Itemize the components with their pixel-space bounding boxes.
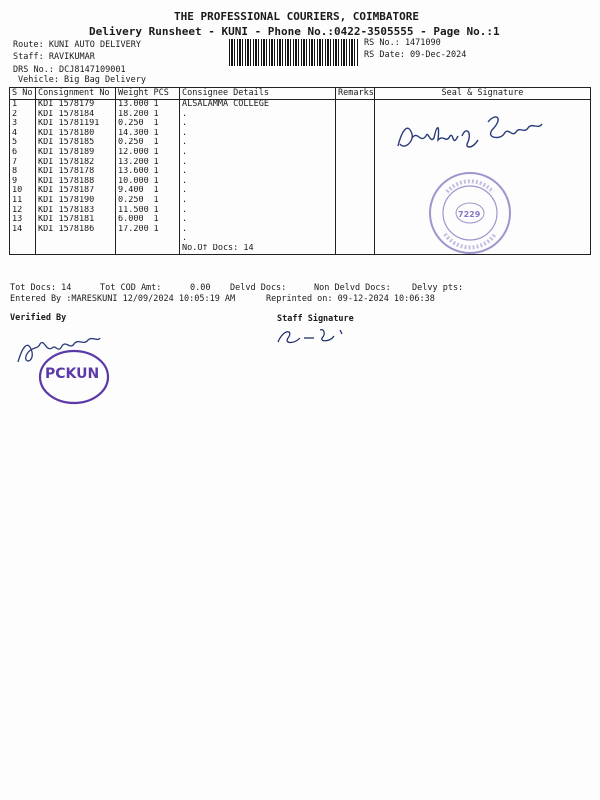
row-remarks	[336, 206, 375, 216]
row-consignee: .	[180, 215, 336, 225]
row-consignee: ALSALAMMA COLLEGE	[180, 100, 336, 110]
row-consignment	[36, 234, 116, 244]
row-remarks	[336, 158, 375, 168]
company-name: THE PROFESSIONAL COURIERS, COIMBATORE	[174, 10, 420, 23]
col-weight: Weight	[116, 88, 152, 100]
row-consignment: KDI 15781191	[36, 119, 116, 129]
row-consignment: KDI 1578187	[36, 186, 116, 196]
row-remarks	[336, 148, 375, 158]
row-pcs: 1	[152, 148, 180, 158]
row-consignee: .	[180, 158, 336, 168]
row-pcs: 1	[152, 167, 180, 177]
row-remarks	[336, 138, 375, 148]
row-pcs: 1	[152, 138, 180, 148]
row-sno: 11	[10, 196, 36, 206]
row-weight: 13.000	[116, 100, 152, 110]
row-consignment: KDI 1578180	[36, 129, 116, 139]
row-sno: 9	[10, 177, 36, 187]
row-consignment: KDI 1578188	[36, 177, 116, 187]
row-weight: 9.400	[116, 186, 152, 196]
row-consignee: .	[180, 234, 336, 244]
row-consignee: .	[180, 119, 336, 129]
row-weight	[116, 234, 152, 244]
seal-center-text: 7229	[458, 210, 481, 219]
row-weight: 0.250	[116, 138, 152, 148]
row-pcs: 1	[152, 119, 180, 129]
row-remarks	[336, 100, 375, 110]
tot-cod-value: 0.00	[190, 283, 211, 293]
row-weight: 14.300	[116, 129, 152, 139]
row-consignee: .	[180, 177, 336, 187]
row-consignee: .	[180, 196, 336, 206]
row-consignee: .	[180, 167, 336, 177]
row-weight	[116, 244, 152, 254]
row-sno: 2	[10, 110, 36, 120]
row-sno: 3	[10, 119, 36, 129]
row-remarks	[336, 167, 375, 177]
row-weight: 11.500	[116, 206, 152, 216]
non-delvd-docs: Non Delvd Docs:	[314, 283, 391, 293]
consignee-signature-icon	[392, 100, 552, 160]
row-consignee: .	[180, 186, 336, 196]
row-weight: 0.250	[116, 119, 152, 129]
staff-signature-icon	[274, 324, 364, 350]
rs-no: RS No.: 1471090	[364, 38, 441, 48]
col-pcs: PCS	[152, 88, 180, 100]
row-remarks	[336, 225, 375, 235]
staff-signature-label: Staff Signature	[277, 314, 354, 324]
barcode	[229, 39, 358, 66]
row-pcs: 1	[152, 215, 180, 225]
row-weight: 0.250	[116, 196, 152, 206]
row-pcs: 1	[152, 158, 180, 168]
col-seal: Seal & Signature	[375, 88, 591, 100]
row-remarks	[336, 244, 375, 254]
row-sno: 4	[10, 129, 36, 139]
col-sno: S No	[10, 88, 36, 100]
tot-cod-label: Tot COD Amt:	[100, 283, 162, 293]
row-pcs: 1	[152, 177, 180, 187]
vehicle-label: Vehicle: Big Bag Delivery	[18, 75, 146, 85]
row-consignment: KDI 1578183	[36, 206, 116, 216]
delvd-docs: Delvd Docs:	[230, 283, 287, 293]
row-consignment: KDI 1578182	[36, 158, 116, 168]
tot-docs: Tot Docs: 14	[10, 283, 72, 293]
row-remarks	[336, 110, 375, 120]
row-consignment: KDI 1578186	[36, 225, 116, 235]
row-sno	[10, 244, 36, 254]
pckun-stamp-text: PCKUN	[45, 366, 100, 382]
row-remarks	[336, 215, 375, 225]
row-consignee: No.Of Docs: 14	[180, 244, 336, 254]
row-weight: 10.000	[116, 177, 152, 187]
row-consignee: .	[180, 206, 336, 216]
runsheet-title: Delivery Runsheet - KUNI - Phone No.:0422-3505555 - Page No.:1	[89, 25, 500, 38]
drs-no: DRS No.: DCJ8147109001	[13, 65, 126, 75]
row-pcs: 1	[152, 186, 180, 196]
row-pcs	[152, 234, 180, 244]
row-sno: 7	[10, 158, 36, 168]
row-sno: 6	[10, 148, 36, 158]
row-remarks	[336, 129, 375, 139]
route-label: Route: KUNI AUTO DELIVERY	[13, 40, 141, 50]
row-consignment: KDI 1578178	[36, 167, 116, 177]
row-consignee: .	[180, 129, 336, 139]
row-sno: 13	[10, 215, 36, 225]
row-pcs: 1	[152, 196, 180, 206]
row-weight: 13.600	[116, 167, 152, 177]
row-sno: 5	[10, 138, 36, 148]
row-weight: 12.000	[116, 148, 152, 158]
table-header-row	[10, 88, 591, 100]
row-sno: 14	[10, 225, 36, 235]
verified-by-label: Verified By	[10, 313, 67, 323]
row-consignee: .	[180, 225, 336, 235]
row-sno	[10, 234, 36, 244]
entered-by: Entered By :MARESKUNI 12/09/2024 10:05:19 AM	[10, 294, 236, 304]
row-consignment: KDI 1578189	[36, 148, 116, 158]
row-weight: 6.000	[116, 215, 152, 225]
row-consignee: .	[180, 110, 336, 120]
staff-label: Staff: RAVIKUMAR	[13, 52, 95, 62]
row-consignee: .	[180, 138, 336, 148]
col-remarks: Remarks	[336, 88, 375, 100]
row-pcs: 1	[152, 110, 180, 120]
row-remarks	[336, 186, 375, 196]
row-consignment	[36, 244, 116, 254]
row-sno: 8	[10, 167, 36, 177]
row-consignment: KDI 1578185	[36, 138, 116, 148]
delvy-pts: Delvy pts:	[412, 283, 464, 293]
row-pcs	[152, 244, 180, 254]
row-consignment: KDI 1578179	[36, 100, 116, 110]
row-consignee: .	[180, 148, 336, 158]
row-sno: 10	[10, 186, 36, 196]
row-pcs: 1	[152, 100, 180, 110]
row-consignment: KDI 1578190	[36, 196, 116, 206]
reprinted-on: Reprinted on: 09-12-2024 10:06:38	[266, 294, 435, 304]
row-sno: 12	[10, 206, 36, 216]
row-consignment: KDI 1578181	[36, 215, 116, 225]
row-remarks	[336, 234, 375, 244]
row-remarks	[336, 119, 375, 129]
row-remarks	[336, 177, 375, 187]
row-pcs: 1	[152, 225, 180, 235]
col-consignment: Consignment No	[36, 88, 116, 100]
row-weight: 13.200	[116, 158, 152, 168]
row-sno: 1	[10, 100, 36, 110]
row-weight: 17.200	[116, 225, 152, 235]
row-weight: 18.200	[116, 110, 152, 120]
col-consignee: Consignee Details	[180, 88, 336, 100]
row-pcs: 1	[152, 129, 180, 139]
row-pcs: 1	[152, 206, 180, 216]
rs-date: RS Date: 09-Dec-2024	[364, 50, 467, 60]
row-remarks	[336, 196, 375, 206]
row-consignment: KDI 1578184	[36, 110, 116, 120]
